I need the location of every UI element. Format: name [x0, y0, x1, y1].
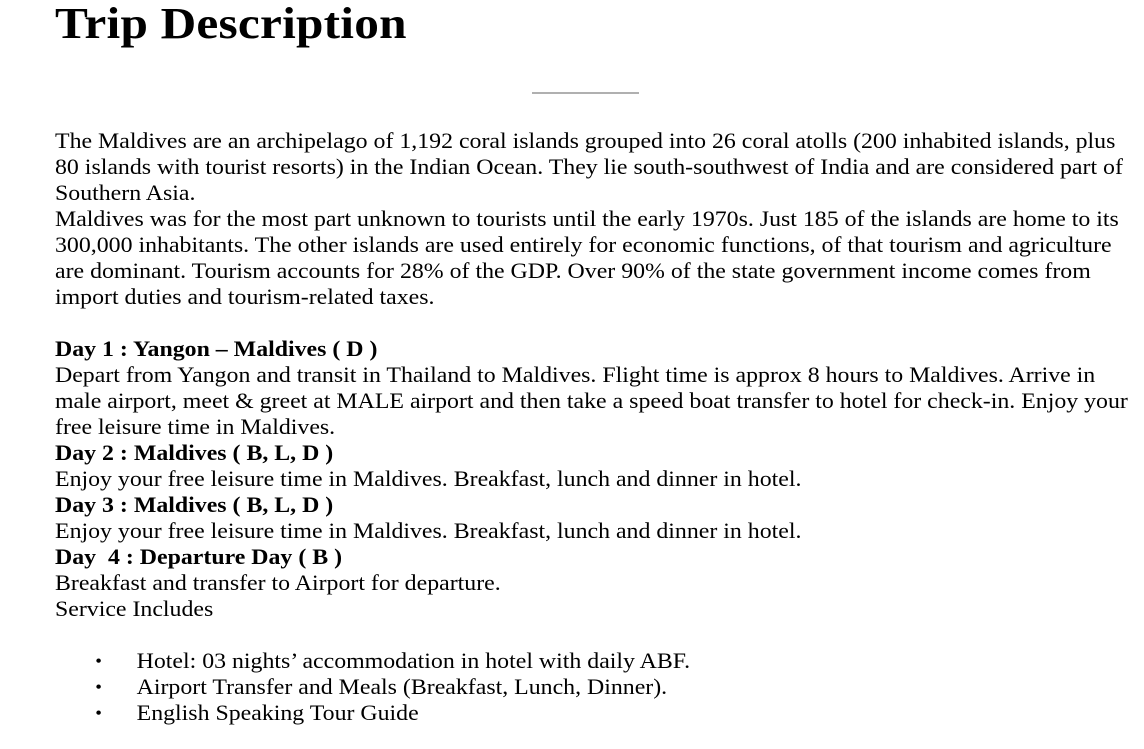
day-3-heading: Day 3 : Maldives ( B, L, D )	[55, 492, 334, 517]
day-1-heading: Day 1 : Yangon – Maldives ( D )	[55, 336, 378, 361]
list-item-text: Airport Transfer and Meals (Breakfast, Lunch, Dinner).	[136, 674, 668, 699]
page-title: Trip Description	[55, 0, 407, 48]
list-item	[55, 700, 1144, 726]
intro-paragraph-1: The Maldives are an archipelago of 1,192 coral islands grouped into 26 coral atolls (200 inhabited islands, plus 80 islands with tourist resorts) in the Indian Ocean. They lie south-southwest of India and are considered part of Southern Asia.	[55, 128, 1123, 205]
list-item-text: English Speaking Tour Guide	[136, 700, 419, 725]
bullet-icon: •	[95, 677, 102, 697]
day-4-heading: Day 4 : Departure Day ( B )	[55, 544, 343, 569]
intro-paragraph-2: Maldives was for the most part unknown to tourists until the early 1970s. Just 185 of the islands are home to its 300,000 inhabitants. The other islands are used entirely for economic functions, of that tourism and agriculture are dominant. Tourism accounts for 28% of the GDP. Over 90% of the state government income comes from import duties and tourism-related taxes.	[55, 206, 1119, 309]
paragraph-spacer	[55, 310, 1144, 336]
document-body	[55, 128, 1144, 726]
day-1-description: Depart from Yangon and transit in Thailand to Maldives. Flight time is approx 8 hours to Maldives. Arrive in male airport, meet & greet at MALE airport and then take a speed boat transfer to hotel for check-in. Enjoy your free leisure time in Maldives.	[55, 362, 1128, 439]
day-2-description: Enjoy your free leisure time in Maldives. Breakfast, lunch and dinner in hotel.	[55, 466, 802, 491]
services-heading: Service Includes	[55, 596, 214, 621]
divider	[532, 92, 639, 94]
itinerary	[55, 336, 1144, 596]
list-item	[55, 648, 1144, 674]
day-2-heading: Day 2 : Maldives ( B, L, D )	[55, 440, 334, 465]
day-4-description: Breakfast and transfer to Airport for departure.	[55, 570, 501, 595]
list-item	[55, 674, 1144, 700]
bullet-icon: •	[95, 703, 102, 723]
services-list	[55, 648, 1144, 726]
bullet-icon: •	[95, 651, 102, 671]
list-item-text: Hotel: 03 nights’ accommodation in hotel with daily ABF.	[136, 648, 691, 673]
day-3-description: Enjoy your free leisure time in Maldives. Breakfast, lunch and dinner in hotel.	[55, 518, 802, 543]
